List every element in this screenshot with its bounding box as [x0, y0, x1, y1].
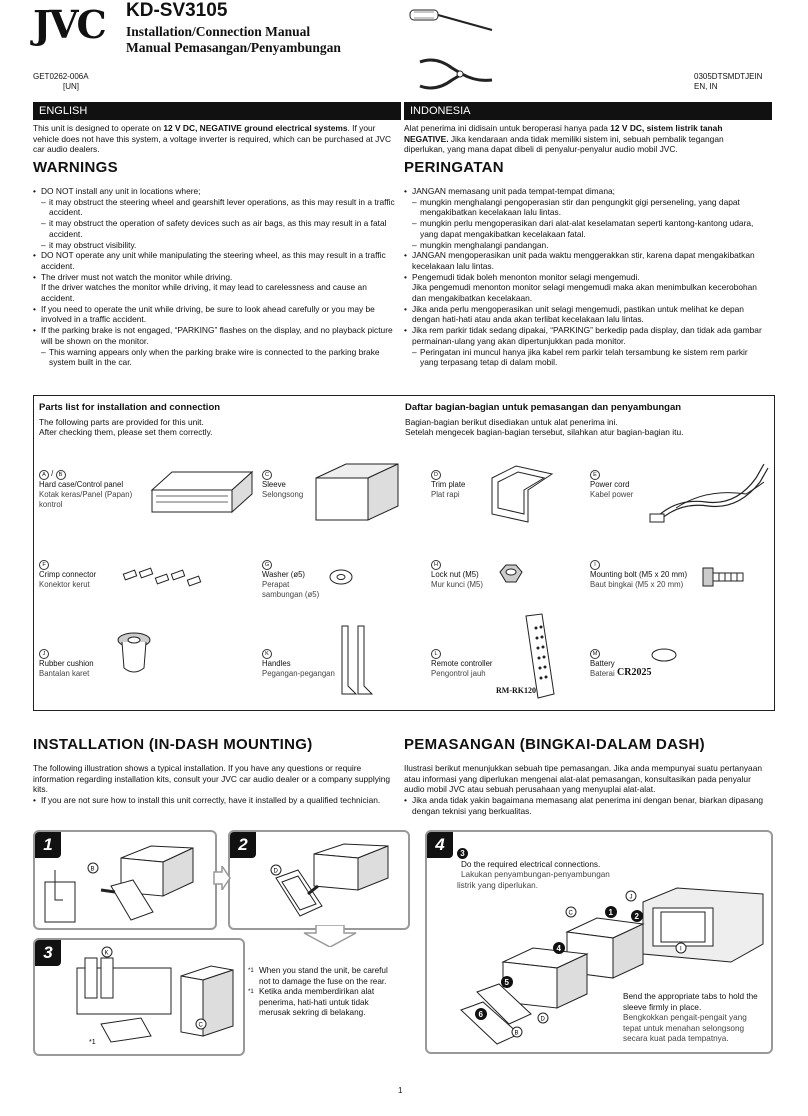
warning-subitem: – it may obstruct the steering wheel and gearshift lever operations, as this may result in a traffic accident. [33, 197, 395, 218]
step-1-panel [33, 830, 217, 930]
step-3-illustration [41, 946, 241, 1052]
install-bullet-id: • Jika anda tidak yakin bagaimana memasang alat penerima ini dengan benar, biarkan dipasang dengan teknisi yang berkualitas. [404, 795, 766, 816]
warning-subitem: – it may obstruct visibility. [33, 240, 395, 251]
step-3-panel [33, 938, 245, 1056]
step-2-illustration [236, 840, 406, 926]
install-title-en: INSTALLATION (IN-DASH MOUNTING) [33, 736, 313, 753]
warning-subitem: – Peringatan ini muncul hanya jika kabel rem parkir telah tersambung ke sistem rem parkir yang terpasang tetap di dalam mobil. [404, 347, 768, 368]
remote-model-label: RM-RK120 [496, 686, 536, 695]
intro-id-post: Jika kendaraan anda tidak memiliki sistem ini, sebuah pembalik tegangan diperlukan, yang mana dapat dibeli di penyalur-penyalur audio mobil JVC. [404, 133, 724, 155]
doc-code-left: GET0262-006A [33, 72, 89, 81]
sleeve-illustration [306, 458, 406, 530]
lang-bar-english [33, 102, 401, 120]
svg-text:C: C [198, 1022, 203, 1029]
warning-item: • JANGAN memasang unit pada tempat-tempat dimana; – mungkin menghalangi pengoperasian stir dan pengungkit gigi perseneling, yang dapat mengakibatkan kecelakaan lalu lintas. – mungkin perlu mengoperasikan dari alat-alat keselamatan seperti kantong-kantong udara, yang dapat mengakibatkan kecelakaan fatal. – mungkin menghalangi pandangan. [404, 186, 768, 250]
svg-text:K: K [104, 950, 109, 957]
part-item: D Trim plate Plat rapi [431, 472, 466, 499]
power-cord-illustration [646, 458, 771, 530]
model-number: KD-SV3105 [126, 0, 228, 21]
warning-subitem: – mungkin menghalangi pengoperasian stir dan pengungkit gigi perseneling, yang dapat mengakibatkan kecelakaan lalu lintas. [404, 197, 768, 218]
intro-en [33, 123, 393, 155]
warning-item: • DO NOT install any unit in locations where; – it may obstruct the steering wheel and gearshift lever operations, as this may result in a traffic accident. – it may obstruct the operation of safety devices such as air bags, as this may result in a fatal accident. – it may obstruct visibility. [33, 186, 395, 250]
install-bullet-en: • If you are not sure how to install this unit correctly, have it installed by a qualified technician. [33, 795, 395, 806]
jvc-logo: JVC [33, 2, 105, 47]
warning-item: • Pengemudi tidak boleh menonton monitor selagi mengemudi. Jika pengemudi menonton monitor selagi mengemudi maka akan menimbulkan kecerobohan dan mengakibatkan kecelakaan. [404, 272, 768, 304]
step-1-illustration [41, 840, 213, 926]
hard-case-illustration [142, 460, 262, 530]
intro-id-bold: 12 V DC, sistem listrik tanah NEGATIVE. [404, 123, 723, 144]
step-3-note [248, 966, 398, 1019]
warning-item: • If you need to operate the unit while driving, be sure to look ahead carefully or you may be involved in a traffic accident. [33, 304, 395, 325]
warning-item: • If the parking brake is not engaged, “PARKING” flashes on the display, and no playback picture will be shown on the monitor. – This warning appears only when the parking brake wire is connected to the parking brake system built in the car. [33, 325, 395, 368]
washer-illustration [326, 566, 356, 588]
install-title-id: PEMASANGAN (BINGKAI-DALAM DASH) [404, 736, 705, 753]
warnings-list-en [33, 186, 395, 368]
install-body-en: The following illustration shows a typical installation. If you have any questions or require information regarding installation kits, consult your JVC car audio dealer or a company supplying kits. • If you are not sure how to install this unit correctly, have it installed by a qualified technician. [33, 763, 395, 806]
intro-id [404, 123, 766, 155]
step-number: 4 [427, 832, 453, 858]
warning-subitem: – mungkin perlu mengoperasikan dari alat-alat keselamatan seperti kantong-kantong udara, yang dapat mengakibatkan kecelakaan fatal. [404, 218, 768, 239]
note-en: *1 When you stand the unit, be careful not to damage the fuse on the rear. [248, 966, 388, 986]
svg-text:*1: *1 [89, 1039, 96, 1046]
page-number: 1 [398, 1086, 403, 1095]
step-4-instruction: 3 Do the required electrical connections. Lakukan penyambungan-penyambungan listrik yang diperlukan. [457, 849, 610, 890]
svg-text:B: B [514, 1030, 519, 1037]
pliers-icon [416, 52, 496, 96]
warning-item: • DO NOT operate any unit while manipulating the steering wheel, as this may result in a traffic accident. [33, 250, 395, 271]
part-item: L Remote controller Pengontrol jauh [431, 651, 493, 678]
intro-id-pre: Alat penerima ini didisain untuk beroperasi hanya pada [404, 123, 611, 133]
part-item: A / B Hard case/Control panel Kotak keras/Panel (Papan) kontrol [39, 469, 133, 509]
svg-text:C: C [568, 910, 573, 917]
doc-code-right-sub: EN, IN [694, 82, 718, 91]
manual-title-en: Installation/Connection Manual [126, 24, 311, 39]
manual-title-id: Manual Pemasangan/Penyambungan [126, 40, 341, 55]
warning-subitem: – it may obstruct the operation of safety devices such as air bags, as this may result in a fatal accident. [33, 218, 395, 239]
rubber-cushion-illustration [114, 630, 154, 680]
note-id: *1 Ketika anda memberdirikan alat penerima, hati-hati untuk tidak merusak sekring di belakang. [248, 987, 375, 1017]
doc-code-right: 0305DTSMDTJEIN [694, 72, 763, 81]
parts-title-en: Parts list for installation and connection [39, 402, 221, 413]
trim-plate-illustration [486, 460, 558, 530]
parts-list-box [33, 395, 775, 711]
part-item: F Crimp connector Konektor kerut [39, 562, 97, 589]
part-item: K Handles Pegangan-pegangan [262, 651, 335, 678]
lang-label-english: ENGLISH [39, 105, 88, 117]
mounting-bolt-illustration [699, 564, 749, 590]
lang-bar-indonesia [404, 102, 772, 120]
svg-text:5: 5 [504, 978, 509, 987]
battery-illustration [649, 646, 679, 664]
arrow-right-icon [212, 866, 232, 890]
arrow-down-icon [290, 925, 370, 947]
parts-title-id: Daftar bagian-bagian untuk pemasangan dan penyambungan [405, 402, 682, 413]
step-4-bend-note: Bend the appropriate tabs to hold the sleeve firmly in place. Bengkokkan pengait-pengait yang tepat untuk menahan selongsong secara kuat pada tempatnya. [623, 992, 758, 1043]
doc-code-left-sub: [UN] [63, 82, 79, 91]
intro-en-post: . If your vehicle does not have this system, a voltage inverter is required, which can be purchased at JVC car audio dealers. [33, 123, 391, 155]
intro-en-bold: 12 V DC, NEGATIVE ground electrical systems [163, 123, 348, 133]
circled-number-icon: 3 [457, 848, 468, 859]
svg-text:J: J [629, 894, 633, 901]
svg-text:I: I [680, 946, 682, 953]
part-item: I Mounting bolt (M5 x 20 mm) Baut bingkai (M5 x 20 mm) [590, 562, 688, 589]
warning-item: • Jika rem parkir tidak sedang dipakai, “PARKING” berkedip pada display, dan tidak ada gambar permainan-ulang yang akan dipertunjukkan pada monitor. – Peringatan ini muncul hanya jika kabel rem parkir telah tersambung ke sistem rem parkir yang terpasang tetap di dalam mobil. [404, 325, 768, 368]
intro-en-pre: This unit is designed to operate on [33, 123, 164, 133]
svg-text:D: D [273, 868, 278, 875]
step-2-panel [228, 830, 410, 930]
parts-desc-en-1: The following parts are provided for this unit. [39, 417, 204, 427]
step-number: 3 [35, 940, 61, 966]
battery-type-label: CR2025 [617, 667, 652, 678]
part-item: J Rubber cushion Bantalan karet [39, 651, 94, 678]
step-4-panel [425, 830, 773, 1054]
warning-item: • Jika anda perlu mengoperasikan unit selagi mengemudi, pastikan untuk melihat ke depan dengan hati-hati atau anda akan terlibat kecelakaan lalu lintas. [404, 304, 768, 325]
warnings-title-en: WARNINGS [33, 159, 118, 176]
crimp-connector-illustration [118, 562, 208, 598]
handles-illustration [338, 622, 374, 702]
warnings-title-id: PERINGATAN [404, 159, 504, 176]
part-item: C Sleeve Selongsong [262, 472, 304, 499]
lock-nut-illustration [496, 562, 524, 588]
parts-desc-en-2: After checking them, please set them correctly. [39, 427, 213, 437]
warning-item: • The driver must not watch the monitor while driving. If the driver watches the monitor while driving, it may lead to carelessness and cause an accident. [33, 272, 395, 304]
install-body-id: Ilustrasi berikut menunjukkan sebuah tipe pemasangan. Jika anda mempunyai suatu pertanyaan atau informasi yang diperlukan mengenai alat-alat pemasangan, konsultasikan pada penyalur audio mobil JVC atau sebuah perusahaan yang menyuplai alat-alat. • Jika anda tidak yakin bagaimana memasang alat penerima ini dengan benar, biarkan dipasang dengan teknisi yang berkualitas. [404, 763, 766, 817]
lang-label-indonesia: INDONESIA [410, 105, 471, 117]
step-number: 2 [230, 832, 256, 858]
svg-text:B: B [90, 866, 95, 873]
warning-item: • JANGAN mengoperasikan unit pada waktu menggerakkan stir, karena dapat mengakibatkan kecelakaan lalu lintas. [404, 250, 768, 271]
parts-desc-id-1: Bagian-bagian berikut disediakan untuk alat penerima ini. [405, 417, 618, 427]
part-item: M Battery Baterai [590, 651, 615, 678]
part-item: H Lock nut (M5) Mur kunci (M5) [431, 562, 483, 589]
svg-text:D: D [540, 1016, 545, 1023]
svg-text:6: 6 [478, 1010, 483, 1019]
warning-subitem: – mungkin menghalangi pandangan. [404, 240, 768, 251]
svg-text:2: 2 [634, 912, 639, 921]
warning-subitem: – This warning appears only when the parking brake wire is connected to the parking brake system built in the car. [33, 347, 395, 368]
warnings-list-id [404, 186, 768, 368]
part-item: E Power cord Kabel power [590, 472, 634, 499]
step-number: 1 [35, 832, 61, 858]
part-item: G Washer (ø5) Perapat sambungan (ø5) [262, 562, 320, 599]
parts-desc-id-2: Setelah mengecek bagian-bagian tersebut, silahkan atur bagian-bagian itu. [405, 427, 684, 437]
svg-text:1: 1 [608, 908, 613, 917]
screwdriver-icon [408, 4, 498, 44]
svg-text:4: 4 [556, 944, 561, 953]
